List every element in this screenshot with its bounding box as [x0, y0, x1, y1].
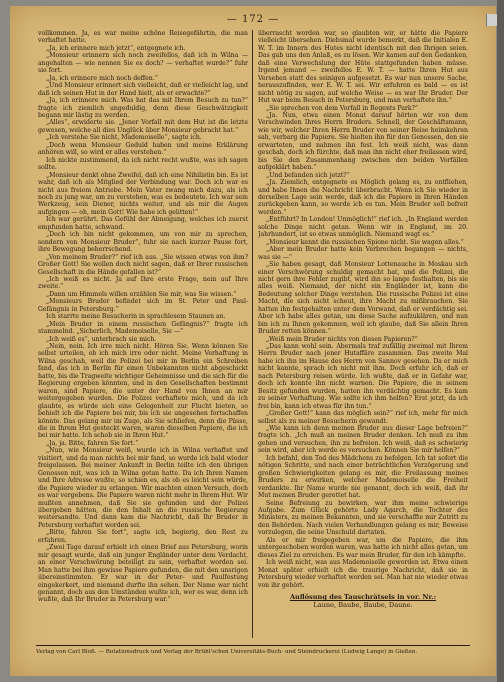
- paragraph: „Weiß mein Bruder nichts von diesen Papieren?“: [266, 335, 418, 343]
- paragraph: „Alles“, erwiderte sie. „Jener Vorfall mit dem Hut ist die letzte gewesen, welche all dies Unglück über Monsieur gebracht hat.“: [38, 119, 248, 134]
- paragraph: „Von meinem Bruder?“ rief ich aus. „Sie wissen etwas von ihm? Großer Gott! Sie wollen doch nicht sagen, daß er Ihrer russischen Gesellschaft in die Hände gefallen ist?“: [38, 253, 248, 276]
- paragraph: Ich nickte zustimmend, da ich nicht recht wußte, was ich sagen sollte.: [38, 156, 248, 172]
- paragraph: „Nein, nein. Ich irre mich nicht. Hören Sie. Wenn können Sie selbst urteilen, ob ich mich irre oder nicht. Meine Verhaftung in Wilna geschah, weil die Polizei bei mir in Berlin ein Schreiben fand, das ich in Berlin für einen Unbekannten nicht abgeschickt hatte, bis die Tragweite wichtiger Geheimnisse und die sich für die Regierung ergeben könnten, und in den Gesellschaften bestimmt waren, sind Papiere, die unter der Hand von Ihnen an mir weitergegeben wurden. Die Polizei verhaftete mich, und da ich glaubte, es würde sich eine Gelegenheit zur Flucht bieten, so behielt ich die Papiere bei mir, bis ich sie ungesehen fortschaffen könnte. Das gelang mir im Zuge, als Sie schliefen, denn die Pässe, die in Ihrem Hut gesteckt waren, waren dieselben Papiere, die ich bei mir hatte. Ich schob sie in Ihren Hut.“: [38, 343, 248, 440]
- paragraph: „Monsieur kennt die russischen Spione nicht. Sie wagen alles.“: [266, 238, 464, 246]
- paragraph: Ich war gerührt. Das Gefühl der Abneigung, welches ich zuerst empfunden hatte, schwand.: [38, 216, 248, 231]
- right-column-paragraphs: [258, 30, 468, 589]
- paragraph: „Aber mein Bruder hatte kein Verbrechen begangen — nichts, was sie —“: [258, 246, 468, 261]
- paragraph: „Ich weiß es nicht. Ja auf Ihre erste Frage, nein auf Ihre zweite.“: [38, 275, 248, 291]
- paragraph: „Ja, ja. Bitte, fahren Sie fort.“: [46, 439, 139, 447]
- page-number: — 172 —: [226, 14, 280, 25]
- footer-divider: [36, 645, 470, 646]
- paragraph: „Ja. Ziemlich, entgegnete es Möglich gelang es, zu entfliehen, und habe Ihnen die Nachricht überbracht. Wenn ich Sie wieder in derselben Lage sein werde, daß ich die Papiere in Ihren Händen zurückgeben kann, so werde ich es tun. Mein Bruder soll befreit werden.“: [258, 179, 468, 216]
- paragraph: „Mein Bruder in einem russischen Gefängnis?“ fragte ich stammelnd. „Sicherlich, Mademoiselle, Sie —“: [38, 320, 248, 336]
- paragraph: Ich starrte meine Besucherin in sprachlosem Staunen an.: [46, 313, 226, 321]
- paragraph: „Ja. Nun, etwa einen Monat darauf hörten wir von dem Verschwinden Ihres Herrn Bruders. Schnell, der Geschäftsmann, wie wir, welcher Ihren Herrn Bruder von seiner Reise heimkehren sah, verbarg die Papiere. Sie hielten ihn für den Genossen, den sie erwarteten, und nahmen ihn fest. Ich weiß nicht, was dann geschah, doch ich fürchte, daß man ihn nicht eher freilassen wird, bis Sie den Zusammenhang zwischen den beiden Vorfällen aufgeklärt haben.“: [258, 111, 468, 172]
- paragraph: „Großer Gott!“ kann das möglich sein?“ rief ich, mehr für mich selbst als zu meiner Besucherin gewandt.: [258, 410, 468, 425]
- paragraph: „Zwei Tage darauf erhielt ich einen Brief aus Petersburg, worin mir gesagt wurde, daß ein junger Engländer unter dem Verdacht, an einer Verschwörung beteiligt zu sein, verhaftet worden sei. Man hatte bei ihm gewisse Papiere gefunden, die mit den unsrigen übereinstimmten. Er war in der Peter- und Paulfestung eingekerkert, und niemand durfte ihn sehen. Der Name war nicht genannt, doch aus den Umständen wußte ich, wer es war, denn ich wußte, daß Ihr Bruder in Petersburg war.“: [38, 544, 248, 604]
- column-divider: [252, 30, 253, 638]
- paragraph: „Sie haben gesagt, daß Monsieur Lottenauche in Moskau sich einer Verschwörung schuldig gemacht hat, und die Polizei, die nicht gern ihre Fehler zugibt, wird ihn so lange festhalten, bis sie alles weiß. Niemand, der nicht ein Engländer ist, kann die Bedeutung solcher Dinge verstehen. Die russische Polizei ist eine Macht, die sich nicht scheut, ihre Macht zu mißbrauchen. Sie hatten ihn festgehalten unter dem Vorwand, daß er verdächtig sei. Aber ich habe alles getan, um diese Sache aufzuklären, und nun bin ich zu Ihnen gekommen, weil ich glaube, daß Sie allein Ihren Bruder retten können.“: [258, 261, 468, 336]
- scanner-edge: [497, 0, 504, 682]
- paragraph: „Bitte, fahren Sie fort“, sagte ich, begierig, den Rest zu erfahren.: [38, 529, 248, 544]
- paragraph: „Monsieur erinnern sich noch zweifellos, daß ich in Wilna — angehalten — wie nennen Sie es doch? — verhaftet wurde?“ fuhr sie fort.: [38, 52, 248, 75]
- paragraph: „Monsieurs Bruder befindet sich im St. Peter und Paul-Gefängnis in Petersburg.“: [38, 298, 248, 313]
- paragraph: „Entführt? In London! Unmöglich!“ rief ich. „In England werden solche Dinge nicht getan. Wenn wir in England, im 20. Jahrhundert, ist so etwas unmöglich. Niemand wagt es.“: [258, 216, 468, 239]
- paragraph: „Ich verstehe Sie nicht, Mademoiselle“, sagte ich.: [46, 134, 202, 142]
- paragraph: „Wie kann ich denn meinen Bruder aus dieser Lage befreien?“ fragte ich. „Ich muß an meinen Bruder denken. Ich muß zu ihm gehen und versuchen, ihn zu befreien. Ich weiß, daß es schwierig sein wird, aber ich werde es versuchen. Können Sie mir helfen?“: [258, 425, 468, 455]
- paragraph: „Nun, wie Monsieur weiß, wurde ich in Wilna verhaftet und visitiert, und da man nichts bei mir fand, so wurde ich bald wieder freigelassen. Bei meiner Ankunft in Berlin teilte ich den übrigen Genossen mit, was ich in Wilna getan hatte. Da ich Ihren Namen und Ihre Adresse wußte, so schien es, als ob es leicht sein würde, die Papiere wieder zu erlangen. Wir machten einen Versuch, doch es war vergebens. Die Papiere waren nicht mehr in Ihrem Hut. Wir mußten annehmen, daß Sie sie gefunden und der Polizei übergeben hätten, die den Inhalt an die russische Regierung weitersandte. Und dann kam die Nachricht, daß Ihr Bruder in Petersburg verhaftet worden sei.: [38, 447, 248, 529]
- paragraph: „Sie sprechen von dem Vorfall in Regents Park?“: [266, 104, 419, 112]
- document-page: [10, 6, 496, 676]
- page-corner-tab: [486, 14, 497, 26]
- paragraph: „Ja, ich erinnere mich jetzt“, entgegnete ich.: [46, 44, 186, 52]
- paragraph: Als er mir freigegeben war, um die Papiere, die ihm untergeschoben worden waren, was hatte ich nicht alles getan, um dieses Ziel zu erreichen. Es war mein Bruder, für den ich kämpfte.: [258, 536, 468, 559]
- paragraph: vollkommen. Ja, es war meine schöne Reisegefährtin, die man verhaftet hatte.: [38, 30, 248, 45]
- paragraph: „Ja, ich erinnere mich. Was hat das mit Ihrem Besuch zu tun?“ fragte ich ziemlich ungeduldig, denn diese Geschwätzigkeit begann mir lästig zu werden.: [38, 97, 248, 119]
- paragraph: „Ja, ich erinnere mich noch deffen.“: [46, 74, 158, 82]
- puzzle-solution-title: Auflösung des Tauschrätsels in vor. Nr.:: [289, 592, 437, 601]
- puzzle-solution: [258, 593, 468, 609]
- paragraph: „Und befanden sich jetzt?“: [266, 171, 350, 179]
- right-column: [258, 30, 468, 640]
- left-column: [38, 30, 248, 640]
- publisher-footer: Verlag von Carl Bloß. — Rotationsdruck und Verlag der Brühl'schen Universitäts-Buch- und Steindruckerei (Ludwig Lange) in Gießen.: [36, 649, 418, 655]
- paragraph: „Monsieur denkt ohne Zweifel, daß ich eine Nihilistin bin. Es ist wahr, daß ich als Mitglied der Verbindung war. Doch ich war es nicht aus freiem Antriebe. Mein Vater zwang mich dazu, als ich noch zu jung war, um zu verstehen, was es bedeutete. Ich war sein Werkzeug, sein Diener, nichts weiter, und als mir die Augen aufgingen — oh, mein Gott! Wie habe ich gelitten!“: [38, 171, 248, 216]
- puzzle-solution-names: Laune, Baube, Baube, Daune.: [313, 600, 413, 609]
- paragraph: „Und Monsieur erinnert sich vielleicht, daß er vielleicht lag, und daß ich seinen Hut in der Hand hielt, als er erwachte?“: [38, 82, 248, 97]
- paragraph: „Doch wenn Monsieur Geduld haben und meine Erklärung anhören will, so wird er alles verstehen.“: [38, 141, 248, 157]
- paragraph: überrascht worden war, so glaubten wir, er hätte die Papiere vielleicht übersehen. Diebsmal wurde bemerkt, daß die Initialen E. W. T. im Innern des Hutes nicht identisch mit den Ihrigen seien. Das gab uns den Anlaß, es zu lösen. Wir kamen auf den Gedanken, daß eine Verwechslung der Hüte stattgefunden haben müsse. Irgend jemand — zweifellos E. W. T. — hatte Ihren Hut aus Versehen statt des seinigen aufgesetzt. Es war nun unsere Sache, herauszufinden, wer E. W. T. sei. Wir erfuhren es bald — es ist nicht nötig zu sagen, auf welche Weise — es war Ihr Bruder. Der Hut war beim Besuch in Petersburg, und man verhaftete ihn.“: [258, 30, 468, 105]
- paragraph: „Doch ich bin nicht gekommen, um von mir zu sprechen, sondern von Monsieur Bruder“, fuhr sie nach kurzer Pause fort, ihre Bewegung beherrschend.: [38, 231, 248, 254]
- paragraph: „Das kann wohl sein. Abermals traf zufällig zweimal mit Ihrem Herrn Bruder nach jener Hutaffäre zusammen. Das zweite Mal habe ich ihn im Hause des Herrn von Sannov gesehen. Da er mich nicht kannte, sprach ich nicht mit ihm. Doch erfuhr ich, daß er nach Petersburg reisen würde. Ich wußte, daß er in Gefahr war, doch ich konnte ihn nicht warnen. Die Papiere, die in seinem Besitz gefunden wurden, hatten ihn verdächtig gemacht. Es kam zu seiner Verhaftung. Wie sollte ich ihm helfen? Erst jetzt, da ich frei bin, kann ich etwas für ihn tun.“: [258, 343, 468, 410]
- paragraph: „Dann um Himmels willen erzählen Sie mir, was Sie wissen.“: [46, 290, 237, 298]
- paragraph: „Ich weiß es“, unterbrach sie mich.: [46, 335, 157, 343]
- paragraph: Ich weiß nicht, was aus Mademoiselle geworden ist. Etwa einen Monat später erhielt ich die traurige Nachricht, daß sie in Petersburg wieder verhaftet worden sei. Man hat nie wieder etwas von ihr gehört.: [258, 559, 468, 589]
- paragraph: Seine Befreiung zu bewirken, war ihm meine schwierige Aufgabe. Zum Glück gehörte Lady Agarch, die Tochter des Ministers, zu meinen Bekannten, und sie verschaffte mir Zutritt zu den Behörden. Nach vielen Verhandlungen gelang es mir, Beweise vorzulegen, die seine Unschuld dartaten.: [258, 499, 468, 537]
- paragraph: Ich befahl, den Tod des Mädchens zu befolgen. Ich tat sofort die nötigen Schritte, und nach einer beträchtlichen Verzögerung und großen Schwierigkeiten gelang es mir, die Freilassung meines Bruders zu erwirken, welcher Mademoiselle die Freiheit verdankte. Ihr Name wurde nie genannt, doch ich weiß, daß ihr Mut meinen Bruder gerettet hat.: [258, 454, 468, 500]
